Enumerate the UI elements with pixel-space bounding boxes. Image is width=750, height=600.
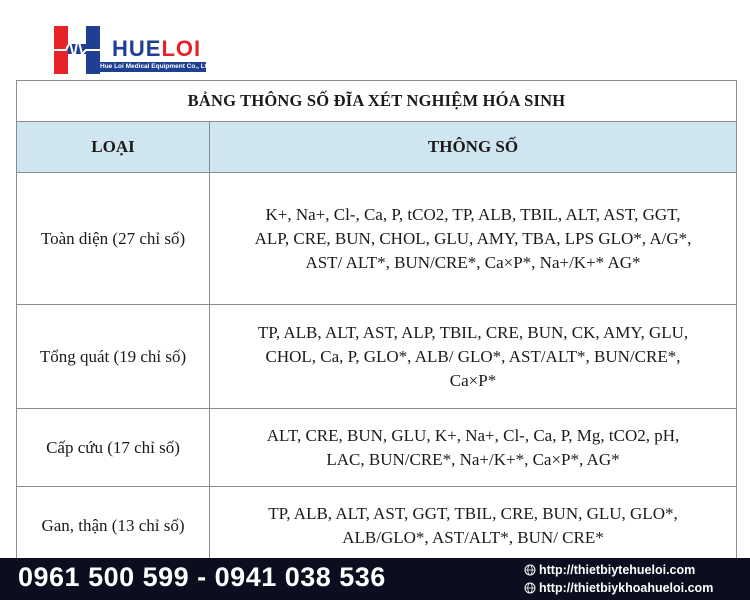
table-header-row bbox=[17, 122, 737, 173]
spec-line: K+, Na+, Cl-, Ca, P, tCO2, TP, ALB, TBIL, ALT, AST, GGT, bbox=[265, 204, 681, 224]
contact-footer-bar bbox=[0, 558, 750, 600]
header-type: LOẠI bbox=[17, 122, 210, 173]
website-link-2[interactable] bbox=[524, 579, 713, 597]
spec-line: TP, ALB, ALT, AST, GGT, TBIL, CRE, BUN, GLU, GLO*, bbox=[268, 503, 678, 523]
table-title: BẢNG THÔNG SỐ ĐĨA XÉT NGHIỆM HÓA SINH bbox=[17, 81, 737, 122]
spec-line: CHOL, Ca, P, GLO*, ALB/ GLO*, AST/ALT*, BUN/CRE*, bbox=[265, 346, 681, 366]
table-row bbox=[17, 173, 737, 305]
table-row bbox=[17, 487, 737, 565]
table-row bbox=[17, 305, 737, 409]
row-type-label: Toàn diện (27 chỉ số) bbox=[17, 173, 210, 305]
row-spec-values bbox=[210, 409, 737, 487]
row-type-label: Gan, thận (13 chỉ số) bbox=[17, 487, 210, 565]
spec-line: AST/ ALT*, BUN/CRE*, Ca×P*, Na+/K+* AG* bbox=[305, 252, 641, 272]
row-spec-values bbox=[210, 173, 737, 305]
globe-icon bbox=[524, 582, 536, 594]
table-row bbox=[17, 409, 737, 487]
website-link-1[interactable] bbox=[524, 561, 713, 579]
row-type-label: Tổng quát (19 chỉ số) bbox=[17, 305, 210, 409]
logo-tagline: Hue Loi Medical Equipment Co., Ltd bbox=[100, 63, 211, 70]
logo-brand-hue: HUE bbox=[112, 36, 162, 61]
website-links bbox=[524, 561, 713, 597]
header-spec: THÔNG SỐ bbox=[210, 122, 737, 173]
spec-line: Ca×P* bbox=[449, 370, 497, 390]
spec-line: ALT, CRE, BUN, GLU, K+, Na+, Cl-, Ca, P, Mg, tCO2, pH, bbox=[266, 425, 680, 445]
spec-line: LAC, BUN/CRE*, Na+/K+*, Ca×P*, AG* bbox=[326, 449, 620, 469]
table-title-row bbox=[17, 81, 737, 122]
company-logo bbox=[52, 24, 212, 78]
logo-brand-text bbox=[112, 36, 201, 62]
row-type-label: Cấp cứu (17 chỉ số) bbox=[17, 409, 210, 487]
website-url: http://thietbiytehueloi.com bbox=[539, 563, 696, 577]
row-spec-values bbox=[210, 305, 737, 409]
logo-brand-loi: LOI bbox=[161, 36, 202, 61]
spec-line: ALB/GLO*, AST/ALT*, BUN/ CRE* bbox=[342, 527, 604, 547]
row-spec-values bbox=[210, 487, 737, 565]
spec-line: TP, ALB, ALT, AST, ALP, TBIL, CRE, BUN, CK, AMY, GLU, bbox=[257, 322, 689, 342]
phone-numbers: 0961 500 599 - 0941 038 536 bbox=[18, 562, 386, 592]
website-url: http://thietbiykhoahueloi.com bbox=[539, 581, 714, 595]
spec-line: ALP, CRE, BUN, CHOL, GLU, AMY, TBA, LPS GLO*, A/G*, bbox=[254, 228, 692, 248]
globe-icon bbox=[524, 564, 536, 576]
chemistry-disc-spec-table bbox=[16, 80, 737, 565]
